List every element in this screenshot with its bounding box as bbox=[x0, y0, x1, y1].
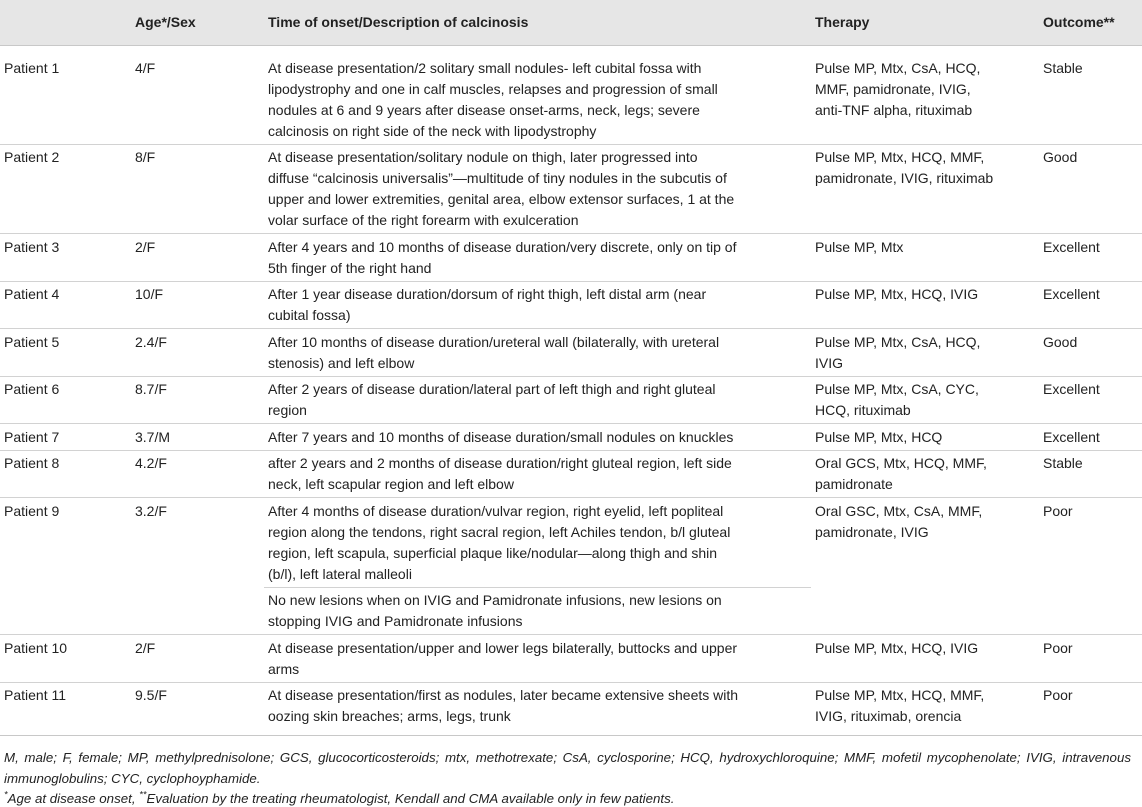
table-row bbox=[0, 682, 1142, 737]
therapy-line: Pulse MP, Mtx, HCQ, IVIG bbox=[815, 639, 979, 656]
description-cell bbox=[264, 685, 811, 727]
description-cell bbox=[264, 427, 811, 448]
description-cell bbox=[264, 379, 811, 421]
footnote-mark: * bbox=[4, 789, 8, 800]
description-line: calcinosis on right side of the neck with lipodystrophy bbox=[268, 122, 597, 139]
description-paragraph bbox=[264, 147, 811, 231]
therapy-cell bbox=[811, 237, 1039, 279]
therapy-line: pamidronate bbox=[815, 476, 893, 492]
therapy-line: Pulse MP, Mtx bbox=[815, 238, 904, 255]
outcome-cell: Poor bbox=[1043, 639, 1073, 656]
age-sex-cell: 8/F bbox=[135, 149, 156, 165]
age-sex-cell: 10/F bbox=[135, 286, 164, 302]
patient-cell: Patient 3 bbox=[4, 238, 60, 255]
outcome-cell: Excellent bbox=[1043, 428, 1100, 445]
therapy-cell bbox=[811, 638, 1039, 680]
description-line: After 4 years and 10 months of disease duration/very discrete, only on tip of bbox=[268, 238, 737, 255]
patient-cell: Patient 1 bbox=[4, 59, 60, 76]
footnote-text: Age at disease onset, bbox=[7, 791, 140, 807]
patient-cell: Patient 9 bbox=[4, 502, 60, 519]
table-header-row bbox=[0, 0, 1142, 46]
therapy-cell bbox=[811, 427, 1039, 448]
description-cell bbox=[264, 58, 811, 142]
description-line: arms bbox=[268, 660, 300, 677]
description-cell bbox=[264, 147, 811, 231]
description-line: After 7 years and 10 months of disease duration/small nodules on knuckles bbox=[268, 428, 734, 445]
table-row bbox=[0, 46, 1142, 144]
description-line: cubital fossa) bbox=[268, 307, 351, 323]
description-line: upper and lower extremities, genital area, elbow extensor surfaces, 1 at the bbox=[268, 191, 735, 207]
description-line: volar surface of the right forearm with exulceration bbox=[268, 212, 579, 228]
description-line: region bbox=[268, 402, 307, 418]
description-paragraph bbox=[264, 332, 811, 374]
outcome-cell: Poor bbox=[1043, 502, 1073, 519]
therapy-line: Pulse MP, Mtx, HCQ, MMF, bbox=[815, 149, 985, 165]
therapy-cell bbox=[811, 147, 1039, 231]
therapy-line: MMF, pamidronate, IVIG, bbox=[815, 80, 971, 97]
header-therapy: Therapy bbox=[815, 14, 870, 30]
patient-cell: Patient 6 bbox=[4, 381, 60, 397]
age-sex-cell: 4.2/F bbox=[135, 455, 167, 471]
abbreviations-line: immunoglobulins; CYC, cyclophoyphamide. bbox=[4, 770, 261, 786]
age-sex-cell: 2.4/F bbox=[135, 333, 167, 350]
outcome-cell: Good bbox=[1043, 333, 1078, 350]
description-line: region, left scapula, superficial plaque like/nodular—along thigh and shin bbox=[268, 544, 718, 561]
description-line: stopping IVIG and Pamidronate infusions bbox=[268, 613, 523, 629]
outcome-cell: Excellent bbox=[1043, 238, 1100, 255]
description-line: lipodystrophy and one in calf muscles, relapses and progression of small bbox=[268, 80, 718, 97]
description-line: after 2 years and 2 months of disease duration/right gluteal region, left side bbox=[268, 455, 732, 471]
patient-cell: Patient 4 bbox=[4, 286, 60, 302]
patient-cell: Patient 5 bbox=[4, 333, 60, 350]
description-line: stenosis) and left elbow bbox=[268, 354, 415, 371]
age-sex-cell: 9.5/F bbox=[135, 687, 167, 703]
description-line: neck, left scapular region and left elbow bbox=[268, 476, 514, 492]
therapy-line: pamidronate, IVIG bbox=[815, 523, 929, 540]
description-cell bbox=[264, 638, 811, 680]
description-line: After 4 months of disease duration/vulvar region, right eyelid, left popliteal bbox=[268, 502, 724, 519]
description-line: At disease presentation/solitary nodule on thigh, later progressed into bbox=[268, 149, 698, 165]
patient-cell: Patient 8 bbox=[4, 455, 60, 471]
therapy-line: IVIG, rituximab, orencia bbox=[815, 708, 962, 724]
description-line: After 1 year disease duration/dorsum of right thigh, left distal arm (near bbox=[268, 286, 707, 302]
therapy-line: HCQ, rituximab bbox=[815, 402, 911, 418]
description-line: 5th finger of the right hand bbox=[268, 259, 432, 276]
therapy-line: Pulse MP, Mtx, CsA, CYC, bbox=[815, 381, 979, 397]
description-paragraph bbox=[264, 427, 811, 448]
description-line: At disease presentation/2 solitary small nodules- left cubital fossa with bbox=[268, 59, 702, 76]
description-line: No new lesions when on IVIG and Pamidronate infusions, new lesions on bbox=[268, 592, 722, 608]
description-line: After 2 years of disease duration/lateral part of left thigh and right gluteal bbox=[268, 381, 716, 397]
description-paragraph bbox=[264, 237, 811, 279]
therapy-cell bbox=[811, 453, 1039, 495]
description-line: diffuse “calcinosis universalis”—multitude of tiny nodules in the subcutis of bbox=[268, 170, 727, 186]
outcome-cell: Excellent bbox=[1043, 286, 1100, 302]
age-sex-cell: 2/F bbox=[135, 238, 156, 255]
table-row bbox=[0, 328, 1142, 376]
therapy-cell bbox=[811, 379, 1039, 421]
description-paragraph bbox=[264, 685, 811, 727]
table-body bbox=[0, 46, 1142, 736]
description-cell bbox=[264, 501, 811, 633]
therapy-cell bbox=[811, 685, 1039, 727]
therapy-line: anti-TNF alpha, rituximab bbox=[815, 101, 973, 118]
description-line: oozing skin breaches; arms, legs, trunk bbox=[268, 708, 511, 724]
therapy-line: Pulse MP, Mtx, HCQ, IVIG bbox=[815, 286, 979, 302]
description-paragraph bbox=[264, 379, 811, 421]
therapy-line: Oral GSC, Mtx, CsA, MMF, bbox=[815, 502, 983, 519]
footnote-text: Evaluation by the treating rheumatologist, Kendall and CMA available only in few patients. bbox=[146, 791, 675, 807]
description-line: nodules at 6 and 9 years after disease onset-arms, neck, legs; severe bbox=[268, 101, 700, 118]
description-line: After 10 months of disease duration/ureteral wall (bilaterally, with ureteral bbox=[268, 333, 720, 350]
table-row bbox=[0, 376, 1142, 424]
outcome-cell: Good bbox=[1043, 149, 1078, 165]
header-age-sex: Age*/Sex bbox=[135, 14, 196, 30]
age-sex-cell: 2/F bbox=[135, 639, 156, 656]
patient-cell: Patient 11 bbox=[4, 687, 67, 703]
therapy-line: IVIG bbox=[815, 354, 844, 371]
description-paragraph bbox=[264, 453, 811, 495]
patient-cell: Patient 2 bbox=[4, 149, 60, 165]
table-row bbox=[0, 233, 1142, 281]
description-paragraph bbox=[264, 501, 811, 585]
therapy-cell bbox=[811, 501, 1039, 633]
description-paragraph bbox=[264, 587, 811, 633]
table-row bbox=[0, 497, 1142, 634]
description-line: At disease presentation/upper and lower legs bilaterally, buttocks and upper bbox=[268, 639, 738, 656]
table-row bbox=[0, 450, 1142, 498]
therapy-line: Pulse MP, Mtx, HCQ bbox=[815, 428, 943, 445]
outcome-cell: Poor bbox=[1043, 687, 1073, 703]
header-description: Time of onset/Description of calcinosis bbox=[268, 14, 529, 30]
description-line: region along the tendons, right sacral region, left Achiles tendon, b/l gluteal bbox=[268, 523, 731, 540]
footnote-mark: ** bbox=[139, 789, 147, 800]
age-sex-cell: 3.2/F bbox=[135, 502, 167, 519]
description-cell bbox=[264, 453, 811, 495]
description-cell bbox=[264, 284, 811, 326]
header-outcome: Outcome** bbox=[1043, 14, 1115, 30]
patient-cell: Patient 7 bbox=[4, 428, 60, 445]
outcome-cell: Stable bbox=[1043, 59, 1083, 76]
description-line: At disease presentation/first as nodules, later became extensive sheets with bbox=[268, 687, 739, 703]
table-row bbox=[0, 281, 1142, 329]
therapy-cell bbox=[811, 332, 1039, 374]
patient-cell: Patient 10 bbox=[4, 639, 68, 656]
age-sex-cell: 3.7/M bbox=[135, 428, 171, 445]
therapy-line: Pulse MP, Mtx, CsA, HCQ, bbox=[815, 333, 981, 350]
description-paragraph bbox=[264, 638, 811, 680]
outcome-cell: Stable bbox=[1043, 455, 1083, 471]
therapy-cell bbox=[811, 284, 1039, 326]
description-cell bbox=[264, 237, 811, 279]
description-line: (b/l), left lateral malleoli bbox=[268, 565, 412, 582]
description-paragraph bbox=[264, 58, 811, 142]
table-row bbox=[0, 144, 1142, 234]
therapy-line: Oral GCS, Mtx, HCQ, MMF, bbox=[815, 455, 987, 471]
age-sex-cell: 8.7/F bbox=[135, 381, 167, 397]
table-row bbox=[0, 634, 1142, 682]
description-paragraph bbox=[264, 284, 811, 326]
table-row bbox=[0, 423, 1142, 450]
footnote-notes bbox=[4, 789, 1131, 807]
therapy-line: Pulse MP, Mtx, CsA, HCQ, bbox=[815, 59, 981, 76]
abbreviations-line: M, male; F, female; MP, methylprednisolone; GCS, glucocorticosteroids; mtx, methotrexate; CsA, cyclosporine; HCQ, hydroxychloroquine; MMF, mofetil mycophenolate; IVIG, intravenous bbox=[4, 750, 1131, 765]
outcome-cell: Excellent bbox=[1043, 381, 1100, 397]
table-footnotes bbox=[4, 748, 1131, 806]
age-sex-cell: 4/F bbox=[135, 59, 156, 76]
therapy-line: Pulse MP, Mtx, HCQ, MMF, bbox=[815, 687, 985, 703]
therapy-cell bbox=[811, 58, 1039, 142]
therapy-line: pamidronate, IVIG, rituximab bbox=[815, 170, 994, 186]
description-cell bbox=[264, 332, 811, 374]
